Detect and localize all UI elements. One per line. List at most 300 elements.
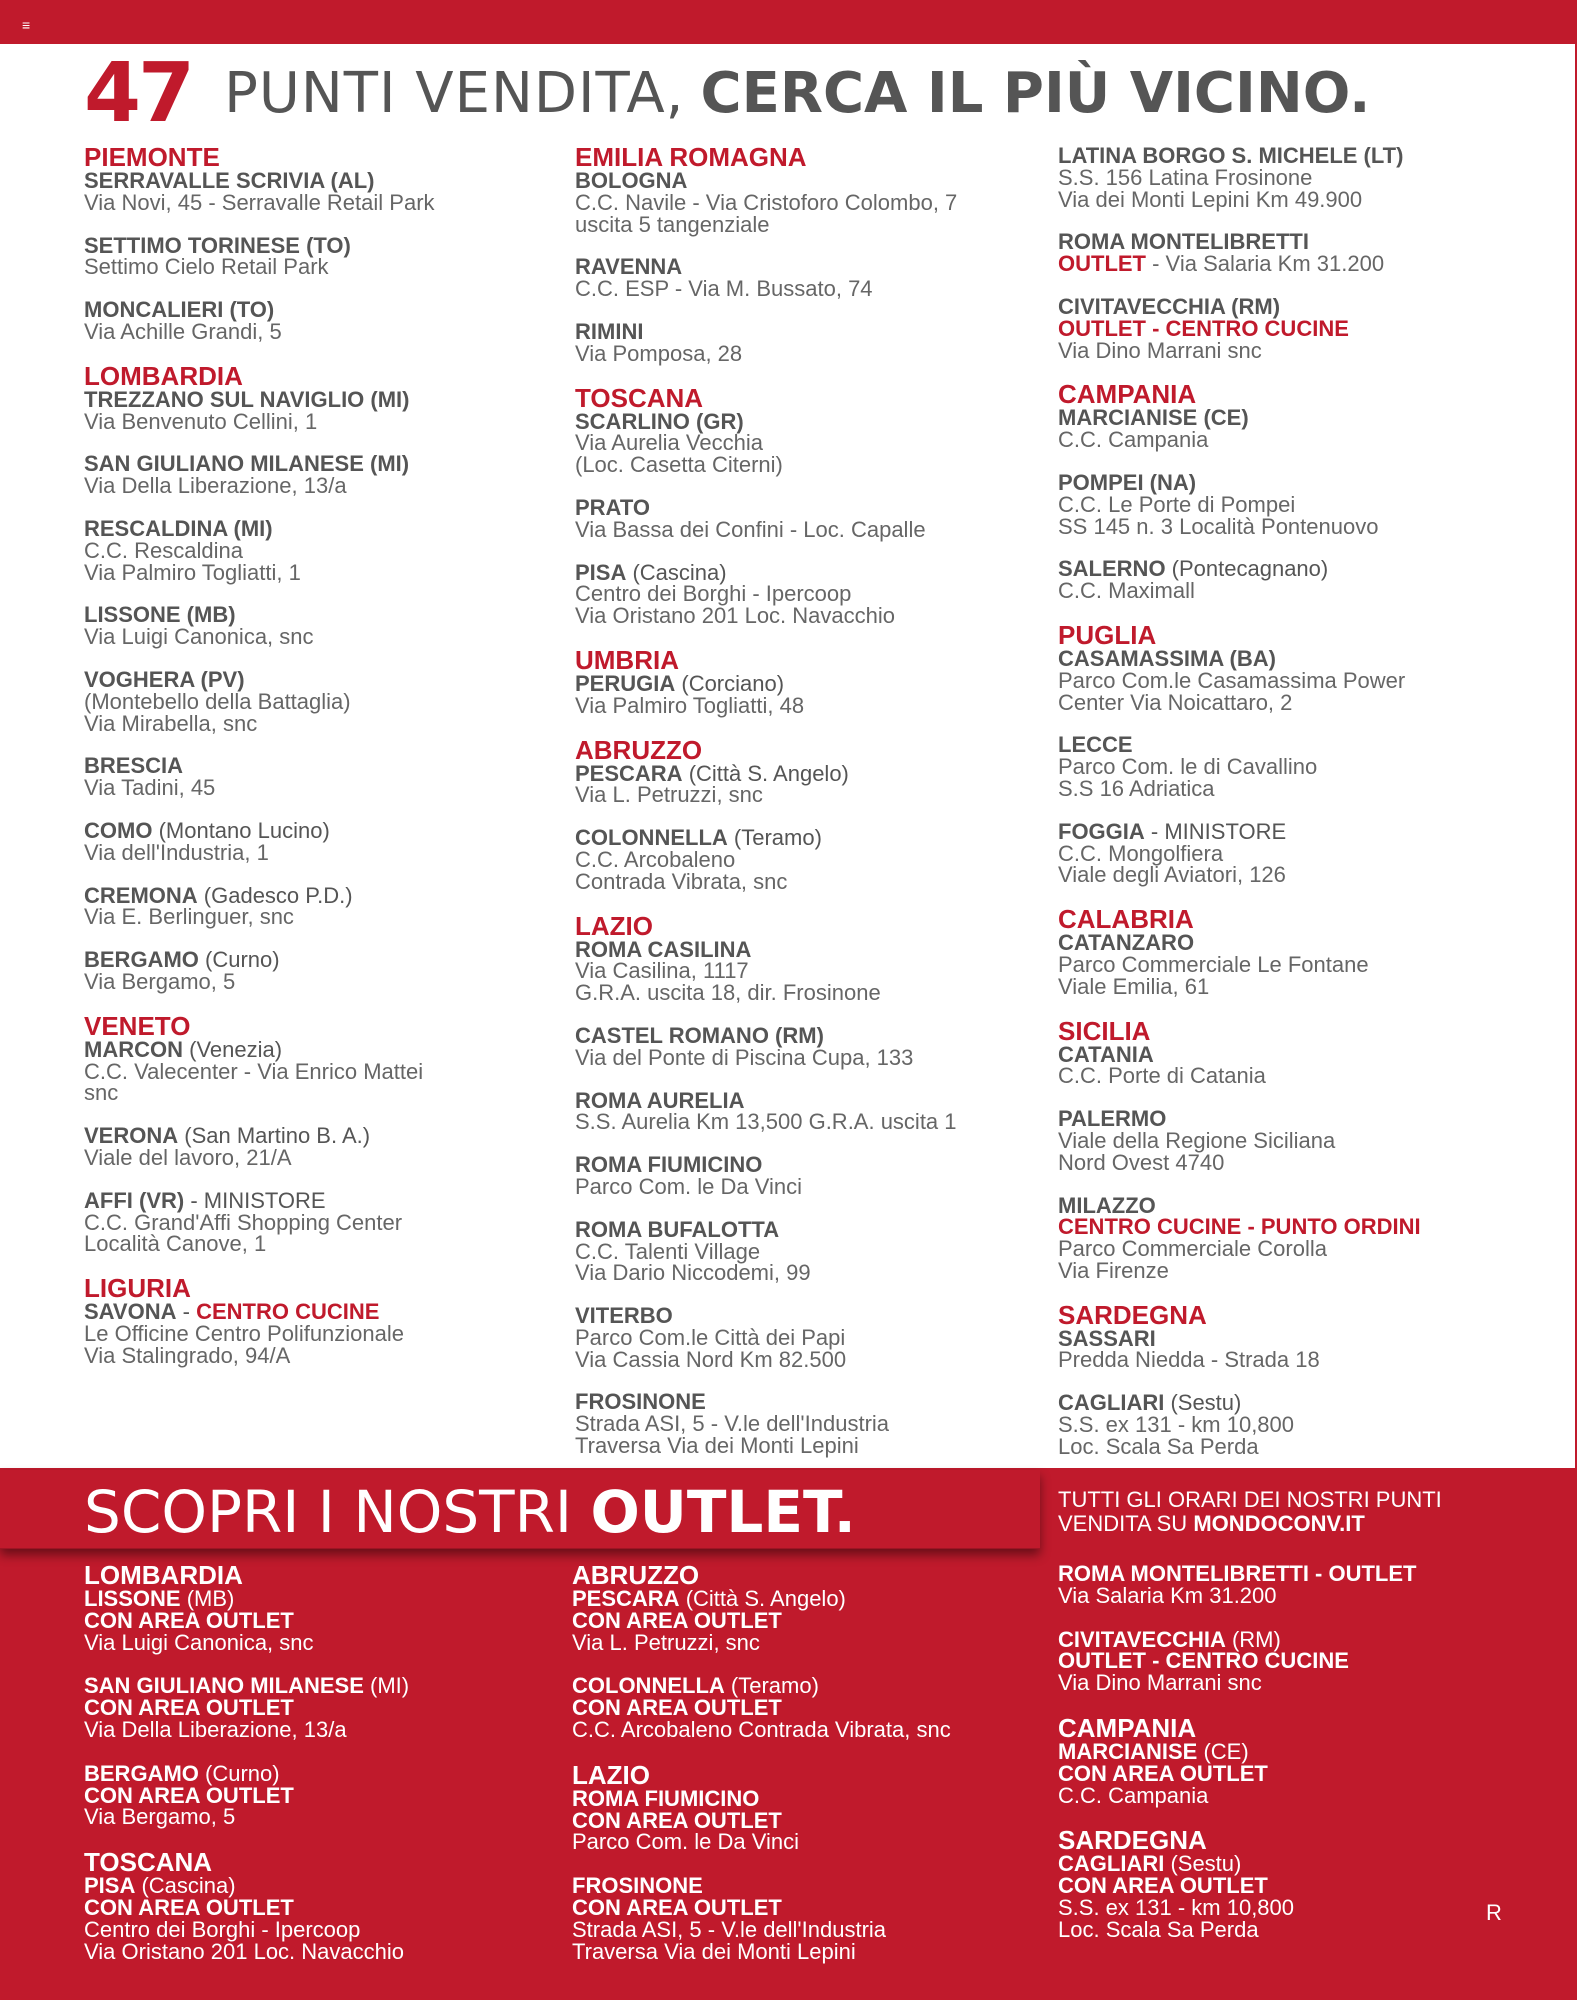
- store-name: ROMA FIUMICINO: [575, 1152, 763, 1178]
- store-name-line: [1058, 293, 1558, 319]
- store-entry: [572, 1785, 1052, 1855]
- store-entry: [84, 515, 544, 585]
- store-entry: [84, 949, 544, 993]
- region-heading: ABRUZZO: [572, 1560, 700, 1590]
- hours-line-1: TUTTI GLI ORARI DEI NOSTRI PUNTI: [1058, 1487, 1442, 1512]
- store-name: PISA: [84, 1873, 136, 1899]
- store-entry: [1058, 1392, 1558, 1457]
- store-location: (MI): [363, 1673, 410, 1699]
- store-name: CATANIA: [1058, 1041, 1154, 1067]
- store-address-line: Via Aurelia Vecchia: [575, 430, 763, 456]
- store-column-3: [1058, 145, 1558, 1479]
- store-name: PALERMO: [1058, 1106, 1167, 1132]
- store-name-line: [572, 1875, 1052, 1897]
- store-entry: [575, 936, 1045, 1006]
- store-name: MILAZZO: [1058, 1192, 1156, 1218]
- store-location: (Corciano): [675, 670, 785, 696]
- store-address-line: Parco Commerciale Corolla: [1058, 1236, 1327, 1262]
- store-name: SASSARI: [1058, 1325, 1156, 1351]
- store-name: COMO: [84, 817, 153, 843]
- store-address-line: G.R.A. uscita 18, dir. Frosinone: [575, 980, 881, 1006]
- store-name-line: [84, 1125, 544, 1147]
- store-address-line: Via Dario Niccodemi, 99: [575, 1260, 811, 1286]
- store-count: 47: [84, 45, 193, 141]
- store-name-line: [84, 386, 544, 412]
- store-name: VITERBO: [575, 1303, 673, 1329]
- store-name: LECCE: [1058, 732, 1133, 758]
- store-tag-line: [1058, 253, 1558, 275]
- outlet-banner: [0, 1470, 1040, 1549]
- store-name: SAN GIULIANO MILANESE (MI): [84, 451, 410, 477]
- store-location: (Teramo): [724, 1673, 819, 1699]
- store-name: CIVITAVECCHIA: [1058, 1626, 1226, 1652]
- outlet-area-label: CON AREA OUTLET: [572, 1894, 782, 1920]
- store-entry: [1058, 1108, 1558, 1173]
- store-name-line: [84, 604, 544, 626]
- store-name: ROMA AURELIA: [575, 1087, 745, 1113]
- store-name: ROMA BUFALOTTA: [575, 1216, 780, 1242]
- store-address-line: C.C. Navile - Via Cristoforo Colombo, 7: [575, 189, 958, 215]
- store-name-line: [575, 1022, 1045, 1048]
- store-address-line: Via Novi, 45 - Serravalle Retail Park: [84, 189, 435, 215]
- store-location: (Cascina): [626, 559, 727, 585]
- store-name: ROMA CASILINA: [575, 936, 752, 962]
- store-address-line: Viale degli Aviatori, 126: [1058, 862, 1286, 888]
- store-name: PISA: [575, 559, 627, 585]
- store-address-line: Via Della Liberazione, 13/a: [84, 473, 347, 499]
- store-entry: [84, 232, 544, 280]
- store-address-line: Strada ASI, 5 - V.le dell'Industria: [575, 1411, 890, 1437]
- store-name: PERUGIA: [575, 670, 676, 696]
- store-location: (Città S. Angelo): [682, 760, 849, 786]
- store-entry: [1058, 558, 1558, 602]
- store-name-line: [84, 755, 544, 777]
- store-address-line: Via Firenze: [1058, 1257, 1169, 1283]
- store-name-line: [84, 1675, 564, 1697]
- outlet-area-label: CON AREA OUTLET: [572, 1807, 782, 1833]
- outlet-column-1: [84, 1560, 564, 1984]
- store-name-line: [1058, 469, 1558, 495]
- store-name-line: [1058, 407, 1558, 429]
- store-location: (MB): [180, 1586, 235, 1611]
- store-name-line: [84, 515, 544, 541]
- store-entry: [575, 760, 1045, 808]
- store-entry: [84, 817, 544, 865]
- store-entry: [1058, 231, 1558, 275]
- store-name: TREZZANO SUL NAVIGLIO (MI): [84, 386, 410, 412]
- store-name: MARCIANISE: [1058, 1738, 1198, 1764]
- store-address-line: Viale del lavoro, 21/A: [84, 1144, 292, 1170]
- region-heading: CAMPANIA: [1058, 379, 1197, 410]
- store-location: (RM): [1225, 1626, 1281, 1652]
- store-name: RESCALDINA (MI): [84, 515, 273, 541]
- store-name-line: [84, 1588, 564, 1610]
- store-address-line: C.C. Valecenter - Via Enrico Mattei: [84, 1058, 424, 1084]
- store-entry: [84, 1036, 544, 1106]
- outlet-area-label: CON AREA OUTLET: [84, 1695, 294, 1721]
- outlet-column-2: [572, 1560, 1052, 1984]
- store-name: MARCIANISE (CE): [1058, 405, 1249, 431]
- store-entry: [575, 1154, 1045, 1198]
- store-address-line: Via Della Liberazione, 13/a: [84, 1716, 347, 1742]
- store-name: CAGLIARI: [1058, 1390, 1165, 1416]
- store-name: RIMINI: [575, 318, 644, 344]
- store-entry: [1058, 1563, 1558, 1607]
- store-address-line: Via Casilina, 1117: [575, 958, 749, 984]
- store-name: AFFI (VR): [84, 1187, 185, 1213]
- store-address-line: SS 145 n. 3 Località Pontenuovo: [1058, 513, 1379, 539]
- store-name-line: [1058, 1041, 1558, 1067]
- store-address-line: C.C. Arcobaleno: [575, 846, 736, 872]
- store-entry: [572, 1588, 1052, 1653]
- store-address-line: Settimo Cielo Retail Park: [84, 254, 329, 280]
- store-name-line: [84, 299, 544, 321]
- store-name: LISSONE (MB): [84, 602, 236, 628]
- store-location: - MINISTORE: [1144, 818, 1287, 844]
- store-name-line: [575, 1087, 1045, 1113]
- store-location: (Sestu): [1164, 1390, 1242, 1416]
- store-address-line: Nord Ovest 4740: [1058, 1149, 1225, 1175]
- region-heading: PIEMONTE: [84, 142, 220, 172]
- store-address-line: Traversa Via dei Monti Lepini: [575, 1433, 859, 1459]
- outlet-banner-text: SCOPRI I NOSTRI: [84, 1478, 573, 1546]
- store-name-line: [575, 256, 1045, 278]
- page-mark: R: [1486, 1900, 1502, 1925]
- store-name: LISSONE: [84, 1586, 181, 1611]
- store-location: (Venezia): [183, 1036, 283, 1062]
- store-entry: [1058, 818, 1558, 888]
- store-address-line: Contrada Vibrata, snc: [575, 868, 788, 894]
- store-name: SAN GIULIANO MILANESE: [84, 1673, 364, 1699]
- title-part-1: PUNTI VENDITA,: [224, 60, 685, 126]
- store-name: LATINA BORGO S. MICHELE (LT): [1058, 143, 1404, 168]
- store-address-line: Parco Com. le Da Vinci: [575, 1173, 803, 1199]
- store-entry: [84, 299, 544, 343]
- store-name: ROMA MONTELIBRETTI: [1058, 229, 1309, 255]
- store-name-line: [84, 1301, 544, 1323]
- store-name-line: [572, 1588, 1052, 1610]
- store-name: CAGLIARI: [1058, 1851, 1165, 1877]
- store-entry: [572, 1875, 1052, 1962]
- region-heading: SARDEGNA: [1058, 1825, 1207, 1856]
- menu-icon[interactable]: ≡: [22, 17, 31, 33]
- store-name: COLONNELLA: [572, 1673, 725, 1699]
- store-name: SAVONA: [84, 1299, 177, 1325]
- store-address-line: Viale della Regione Siciliana: [1058, 1127, 1336, 1153]
- region-heading: SICILIA: [1058, 1015, 1151, 1046]
- store-address-line: Via L. Petruzzi, snc: [575, 782, 763, 808]
- store-entry: [572, 1675, 1052, 1740]
- region-heading: PUGLIA: [1058, 619, 1157, 650]
- store-entry: [1058, 1192, 1558, 1283]
- store-name-line: [575, 1391, 1045, 1413]
- store-entry: [1058, 293, 1558, 363]
- store-address-line: C.C. Le Porte di Pompei: [1058, 491, 1296, 517]
- hours-line-2: [1058, 1512, 1538, 1536]
- store-name-line: [575, 760, 1045, 786]
- page-title: [84, 45, 1371, 141]
- store-address-line: snc: [84, 1080, 119, 1106]
- outlet-area-label: CON AREA OUTLET: [572, 1695, 782, 1721]
- store-name-line: [575, 1305, 1045, 1327]
- store-entry: [1058, 145, 1558, 210]
- store-address-line: Predda Niedda - Strada 18: [1058, 1347, 1320, 1373]
- store-location: -: [176, 1299, 197, 1325]
- store-address-line: S.S. Aurelia Km 13,500 G.R.A. uscita 1: [575, 1109, 957, 1135]
- store-entry: [84, 755, 544, 799]
- store-tag: OUTLET - CENTRO CUCINE: [1058, 315, 1349, 341]
- store-name-line: [84, 1036, 544, 1062]
- store-name: SERRAVALLE SCRIVIA (AL): [84, 168, 375, 193]
- store-name: SETTIMO TORINESE (TO): [84, 232, 351, 258]
- store-address-line: S.S 16 Adriatica: [1058, 775, 1215, 801]
- hours-note: [1058, 1488, 1538, 1536]
- store-entry: [84, 386, 544, 434]
- store-address-line: Via Mirabella, snc: [84, 710, 258, 736]
- store-address-line: C.C. Maximall: [1058, 578, 1195, 604]
- store-address: - Via Salaria Km 31.200: [1146, 251, 1385, 277]
- store-entry: [575, 670, 1045, 718]
- store-name-line: [84, 817, 544, 843]
- store-name-line: [84, 1875, 564, 1897]
- store-entry: [575, 827, 1045, 892]
- store-name-line: [1058, 734, 1558, 756]
- store-name-line: [1058, 145, 1558, 167]
- store-name: PRATO: [575, 494, 650, 520]
- store-address-line: Via Salaria Km 31.200: [1058, 1582, 1277, 1608]
- store-entry: [1058, 932, 1558, 997]
- outlet-banner-emphasis: OUTLET.: [590, 1478, 856, 1546]
- store-name: VERONA: [84, 1123, 179, 1149]
- store-address-line: Via E. Berlinguer, snc: [84, 904, 294, 930]
- outlet-area-label: CON AREA OUTLET: [572, 1607, 782, 1633]
- store-address-line: Via Oristano 201 Loc. Navacchio: [575, 603, 895, 629]
- store-address-line: Località Canove, 1: [84, 1231, 267, 1257]
- store-name-line: [1058, 558, 1558, 580]
- region-heading: EMILIA ROMAGNA: [575, 142, 807, 172]
- store-location: (Teramo): [727, 825, 822, 851]
- store-name: PESCARA: [572, 1586, 680, 1611]
- store-address-line: S.S. ex 131 - km 10,800: [1058, 1894, 1295, 1920]
- store-name-line: [575, 318, 1045, 344]
- store-tag: CENTRO CUCINE: [196, 1299, 380, 1325]
- store-name-line: [84, 882, 544, 908]
- store-address-line: C.C. Campania: [1058, 427, 1209, 453]
- store-name-line: [575, 827, 1045, 849]
- store-address-line: Via Palmiro Togliatti, 1: [84, 559, 301, 585]
- store-address-line: Le Officine Centro Polifunzionale: [84, 1320, 405, 1346]
- store-address-line: Via Luigi Canonica, snc: [84, 1629, 314, 1655]
- store-entry: [84, 1760, 564, 1830]
- hours-prefix: VENDITA SU: [1058, 1511, 1188, 1536]
- store-address-line: (Montebello della Battaglia): [84, 688, 351, 714]
- store-name: MARCON: [84, 1036, 183, 1062]
- store-entry: [84, 1187, 544, 1257]
- region-heading: TOSCANA: [575, 382, 704, 413]
- region-heading: LOMBARDIA: [84, 1560, 243, 1590]
- store-entry: [84, 1588, 564, 1653]
- store-address-line: Via Achille Grandi, 5: [84, 318, 282, 344]
- store-address-line: Centro dei Borghi - Ipercoop: [575, 581, 852, 607]
- outlet-area-label: CON AREA OUTLET: [84, 1607, 294, 1633]
- store-location: (Curno): [198, 947, 280, 973]
- store-address-line: Via dell'Industria, 1: [84, 839, 269, 865]
- store-entry: [84, 882, 544, 930]
- store-address-line: C.C. Talenti Village: [575, 1238, 761, 1264]
- store-name: BERGAMO: [84, 947, 199, 973]
- top-bar: [0, 0, 1577, 44]
- store-address-line: C.C. Porte di Catania: [1058, 1063, 1266, 1089]
- store-address-line: uscita 5 tangenziale: [575, 211, 770, 237]
- region-heading: LIGURIA: [84, 1273, 191, 1304]
- store-name-line: [1058, 1626, 1558, 1652]
- store-address-line: Via dei Monti Lepini Km 49.900: [1058, 186, 1363, 212]
- store-name-line: [575, 170, 1045, 192]
- store-entry: [1058, 645, 1558, 715]
- store-entry: [84, 666, 544, 736]
- store-name: CASAMASSIMA (BA): [1058, 645, 1276, 671]
- store-name: BOLOGNA: [575, 168, 688, 193]
- store-entry: [84, 604, 544, 648]
- region-heading: TOSCANA: [84, 1847, 213, 1878]
- store-name: PESCARA: [575, 760, 683, 786]
- store-name-line: [1058, 1192, 1558, 1218]
- store-address-line: C.C. ESP - Via M. Bussato, 74: [575, 276, 873, 302]
- store-tag: CENTRO CUCINE - PUNTO ORDINI: [1058, 1214, 1421, 1240]
- store-address-line: C.C. Arcobaleno Contrada Vibrata, snc: [572, 1716, 951, 1742]
- outlet-area-label: CON AREA OUTLET: [1058, 1760, 1268, 1786]
- store-entry: [575, 1022, 1045, 1070]
- store-address-line: Via Oristano 201 Loc. Navacchio: [84, 1938, 404, 1964]
- store-entry: [84, 1301, 544, 1366]
- store-tag: OUTLET: [1058, 251, 1146, 277]
- store-entry: [84, 1675, 564, 1740]
- outlet-area-label: OUTLET - CENTRO CUCINE: [1058, 1648, 1349, 1674]
- region-heading: UMBRIA: [575, 644, 679, 675]
- store-address-line: Centro dei Borghi - Ipercoop: [84, 1916, 361, 1942]
- store-location: (CE): [1197, 1738, 1249, 1764]
- store-name: CATANZARO: [1058, 930, 1195, 956]
- store-name-line: [575, 494, 1045, 520]
- region-heading: VENETO: [84, 1010, 191, 1041]
- store-location: (Montano Lucino): [152, 817, 330, 843]
- store-name-line: [575, 408, 1045, 434]
- outlet-area-label: CON AREA OUTLET: [84, 1782, 294, 1808]
- store-address-line: C.C. Mongolfiera: [1058, 840, 1224, 866]
- store-entry: [1058, 1738, 1558, 1808]
- store-address-line: Via Tadini, 45: [84, 775, 216, 801]
- store-address-line: Via L. Petruzzi, snc: [572, 1629, 760, 1655]
- store-entry: [84, 453, 544, 497]
- store-address-line: Parco Com.le Città dei Papi: [575, 1324, 846, 1350]
- store-entry: [575, 1087, 1045, 1135]
- store-name: FROSINONE: [575, 1389, 706, 1415]
- store-entry: [575, 559, 1045, 629]
- store-name: FOGGIA: [1058, 818, 1145, 844]
- store-address-line: Via Stalingrado, 94/A: [84, 1342, 291, 1368]
- region-heading: CALABRIA: [1058, 904, 1194, 935]
- outlet-area-label: CON AREA OUTLET: [1058, 1873, 1268, 1899]
- store-address-line: Loc. Scala Sa Perda: [1058, 1433, 1259, 1459]
- store-name-line: [84, 232, 544, 258]
- store-address-line: S.S. 156 Latina Frosinone: [1058, 164, 1313, 190]
- store-address-line: Traversa Via dei Monti Lepini: [572, 1938, 856, 1964]
- store-name-line: [84, 949, 544, 971]
- store-name-line: [575, 670, 1045, 696]
- store-column-2: [575, 142, 1045, 1478]
- store-address-line: Via Cassia Nord Km 82.500: [575, 1346, 847, 1372]
- store-address-line: Via Dino Marrani snc: [1058, 1670, 1262, 1696]
- store-address-line: Via Pomposa, 28: [575, 340, 743, 366]
- store-name: CREMONA: [84, 882, 198, 908]
- store-name-line: [575, 1216, 1045, 1242]
- title-part-2: CERCA IL PIÙ VICINO.: [700, 60, 1371, 126]
- store-entry: [575, 256, 1045, 300]
- store-address-line: C.C. Grand'Affi Shopping Center: [84, 1209, 403, 1235]
- store-address-line: Via Luigi Canonica, snc: [84, 624, 314, 650]
- store-name: ROMA FIUMICINO: [572, 1785, 760, 1811]
- store-address-line: Via Benvenuto Cellini, 1: [84, 408, 318, 434]
- store-entry: [1058, 1626, 1558, 1696]
- store-name-line: [575, 936, 1045, 962]
- store-entry: [1058, 1325, 1558, 1373]
- store-location: (Città S. Angelo): [679, 1586, 846, 1611]
- store-address-line: S.S. ex 131 - km 10,800: [1058, 1412, 1295, 1438]
- store-entry: [84, 1125, 544, 1169]
- store-location: - MINISTORE: [184, 1187, 326, 1213]
- store-address-line: Loc. Scala Sa Perda: [1058, 1916, 1259, 1942]
- store-address-line: Via Bergamo, 5: [84, 968, 236, 994]
- store-address-line: Via del Ponte di Piscina Cupa, 133: [575, 1044, 914, 1070]
- store-name: CASTEL ROMANO (RM): [575, 1022, 824, 1048]
- store-name-line: [575, 1154, 1045, 1176]
- store-location: (Cascina): [135, 1873, 236, 1899]
- store-name-line: [84, 453, 544, 475]
- store-entry: [575, 1216, 1045, 1286]
- store-entry: [575, 494, 1045, 542]
- store-address-line: Viale Emilia, 61: [1058, 973, 1210, 999]
- store-address-line: C.C. Rescaldina: [84, 537, 243, 563]
- store-address-line: Parco Com. le Da Vinci: [572, 1829, 800, 1855]
- store-entry: [84, 170, 544, 214]
- store-address-line: C.C. Campania: [1058, 1782, 1209, 1808]
- store-entry: [1058, 407, 1558, 451]
- store-name: VOGHERA (PV): [84, 666, 245, 692]
- store-address-line: (Loc. Casetta Citerni): [575, 452, 783, 478]
- store-name-line: [1058, 1325, 1558, 1351]
- website-link[interactable]: MONDOCONV.IT: [1193, 1511, 1365, 1536]
- store-name: BERGAMO: [84, 1760, 199, 1786]
- store-name-line: [84, 1760, 564, 1786]
- store-location: (Pontecagnano): [1165, 556, 1329, 582]
- store-address-line: Strada ASI, 5 - V.le dell'Industria: [572, 1916, 887, 1942]
- store-address-line: Center Via Noicattaro, 2: [1058, 689, 1293, 715]
- store-address-line: Via Bergamo, 5: [84, 1804, 236, 1830]
- store-entry: [1058, 734, 1558, 799]
- store-name-line: [1058, 231, 1558, 253]
- store-name: FROSINONE: [572, 1873, 703, 1899]
- store-entry: [575, 170, 1045, 235]
- region-heading: SARDEGNA: [1058, 1299, 1207, 1330]
- store-entry: [1058, 469, 1558, 539]
- store-name: BRESCIA: [84, 753, 184, 779]
- store-entry: [84, 1875, 564, 1962]
- store-name: RAVENNA: [575, 254, 683, 280]
- store-entry: [1058, 1041, 1558, 1089]
- store-name: MONCALIERI (TO): [84, 297, 275, 323]
- store-name-line: [1058, 1563, 1558, 1585]
- store-name-line: [1058, 932, 1558, 954]
